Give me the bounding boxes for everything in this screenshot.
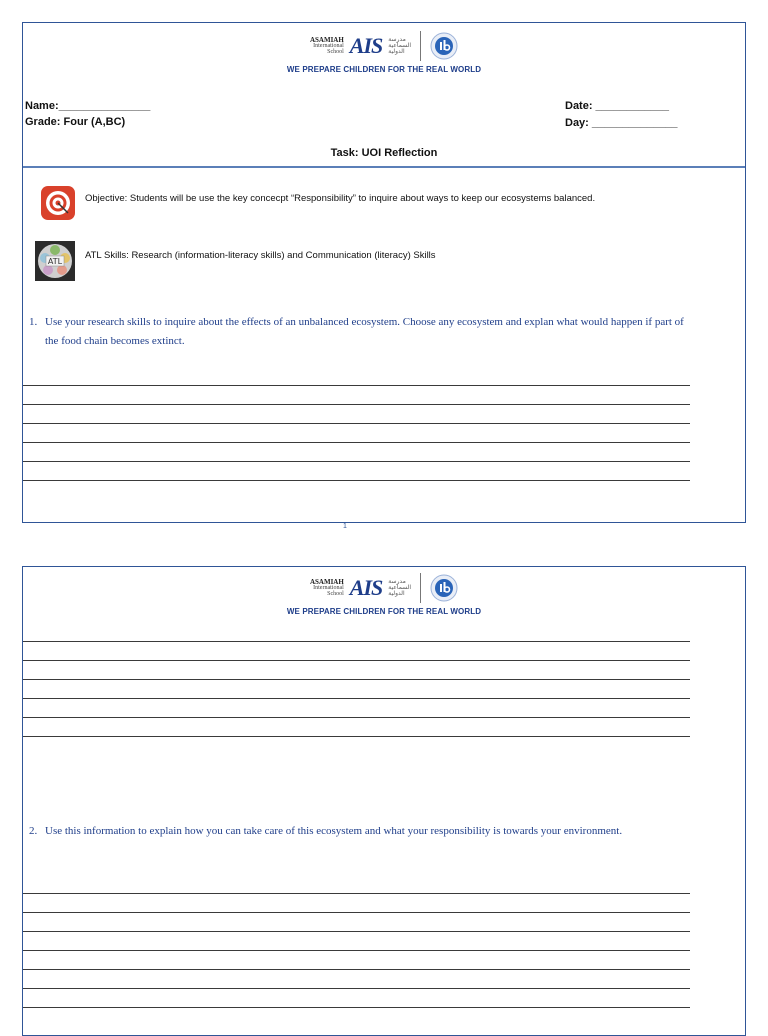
- answer-line[interactable]: [23, 698, 690, 699]
- answer-line[interactable]: [23, 912, 690, 913]
- name-field[interactable]: Name:_______________: [25, 100, 151, 112]
- answer-line[interactable]: [23, 736, 690, 737]
- answer-line[interactable]: [23, 1007, 690, 1008]
- task-title: Task: UOI Reflection: [330, 147, 438, 159]
- objective-text: Objective: Students will be use the key concecpt “Responsibility” to inquire about ways to keep our ecosystems balanced.: [85, 193, 596, 204]
- page-number: 1: [343, 523, 347, 530]
- school-name: ASAMIAH: [309, 578, 344, 586]
- answer-line[interactable]: [23, 442, 690, 443]
- atl-skills-text: ATL Skills: Research (information-literacy skills) and Communication (literacy) Skills: [85, 250, 436, 261]
- question-1-number: 1.: [29, 316, 38, 328]
- atl-skills-icon: [35, 241, 75, 281]
- answer-line[interactable]: [23, 931, 690, 932]
- school-header-logo: [23, 29, 745, 74]
- ib-logo-icon: [430, 574, 458, 602]
- grade-field: Grade: Four (A,BC): [25, 116, 126, 128]
- ib-logo-icon: [430, 32, 458, 60]
- school-arabic-name: مدرسة السماعية الدولية: [388, 37, 412, 55]
- school-name-block: [310, 579, 344, 597]
- ais-logo-icon: AIS: [349, 33, 383, 58]
- answer-line[interactable]: [23, 893, 690, 894]
- school-tagline: WE PREPARE CHILDREN FOR THE REAL WORLD: [286, 65, 482, 74]
- answer-line[interactable]: [23, 480, 690, 481]
- answer-line[interactable]: [23, 660, 690, 661]
- svg-text:ATL: ATL: [47, 257, 63, 266]
- logo-divider: [420, 31, 421, 61]
- answer-line[interactable]: [23, 461, 690, 462]
- school-name-sub1: International: [313, 585, 344, 591]
- answer-line[interactable]: [23, 679, 690, 680]
- answer-line[interactable]: [23, 423, 690, 424]
- question-2-text: Use this information to explain how you can take care of this ecosystem and what your responsibility is towards your environment.: [45, 825, 623, 837]
- question-2-number: 2.: [29, 825, 38, 837]
- school-name-sub1: International: [313, 43, 344, 49]
- answer-line[interactable]: [23, 641, 690, 642]
- question-1: [29, 313, 689, 351]
- school-arabic-name: مدرسة السماعية الدولية: [388, 579, 412, 597]
- school-tagline: WE PREPARE CHILDREN FOR THE REAL WORLD: [286, 607, 482, 616]
- worksheet-page-2: [22, 566, 746, 1036]
- answer-line[interactable]: [23, 950, 690, 951]
- logo-divider: [420, 573, 421, 603]
- answer-line[interactable]: [23, 988, 690, 989]
- school-name-sub2: School: [327, 591, 344, 597]
- answer-line[interactable]: [23, 404, 690, 405]
- day-field[interactable]: Day: ______________: [565, 117, 678, 129]
- answer-line[interactable]: [23, 717, 690, 718]
- school-header-logo: [23, 571, 745, 616]
- school-name: ASAMIAH: [309, 36, 344, 44]
- question-1-text: Use your research skills to inquire about the effects of an unbalanced ecosystem. Choose any ecosystem and explan what would happen if part of the food chain becomes extinct.: [45, 316, 684, 347]
- ais-logo-icon: AIS: [349, 575, 383, 600]
- answer-line[interactable]: [23, 385, 690, 386]
- target-icon: [41, 186, 75, 220]
- worksheet-page-1: [22, 22, 746, 523]
- question-2: [29, 822, 689, 841]
- date-field[interactable]: Date: ____________: [565, 100, 669, 112]
- school-name-sub2: School: [327, 49, 344, 55]
- header-divider: [23, 166, 745, 168]
- school-name-block: [310, 37, 344, 55]
- answer-line[interactable]: [23, 969, 690, 970]
